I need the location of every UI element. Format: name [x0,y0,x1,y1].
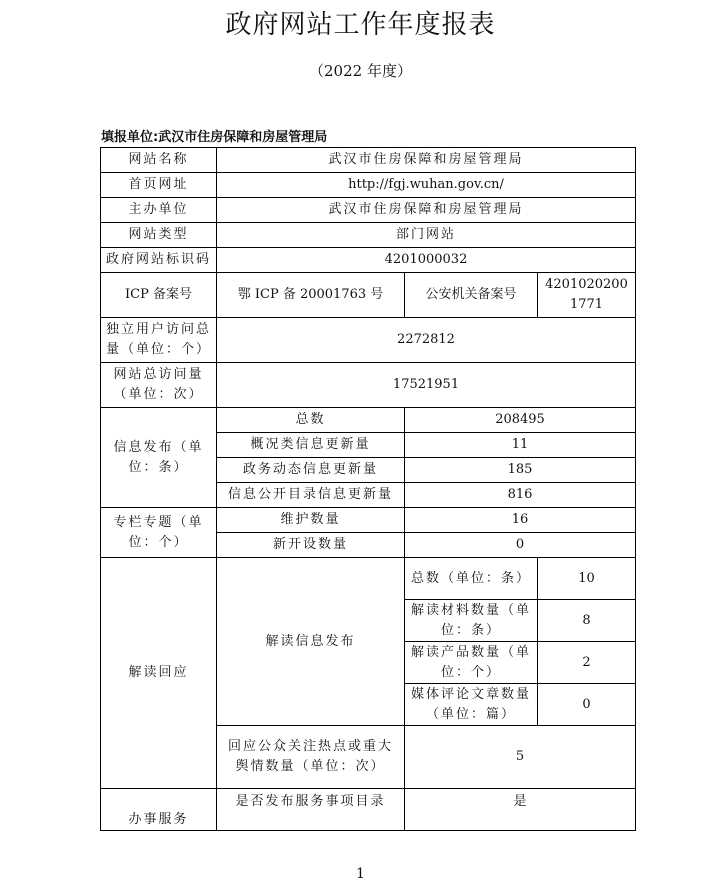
site-name-value: 武汉市住房保障和房屋管理局 [217,148,636,173]
service-label: 办事服务 [101,789,217,831]
filing-unit: 填报单位:武汉市住房保障和房屋管理局 [101,130,328,145]
row-site-name [101,148,636,173]
info-publish-item-label: 总数 [217,408,405,433]
home-url-value: http://fgj.wuhan.gov.cn/ [217,173,636,198]
info-publish-item-value: 11 [405,433,636,458]
police-record-label: 公安机关备案号 [405,273,538,318]
site-id-value: 4201000032 [217,248,636,273]
columns-item-label: 维护数量 [217,508,405,533]
service-row [101,789,636,831]
columns-item-value: 16 [405,508,636,533]
row-organizer [101,198,636,223]
icp-value: 鄂 ICP 备 20001763 号 [217,273,405,318]
site-id-label: 政府网站标识码 [101,248,217,273]
columns-row [101,508,636,533]
row-site-id [101,248,636,273]
interpretation-item-value: 8 [538,600,636,642]
service-item-label: 是否发布服务事项目录 [217,789,405,831]
interpretation-item-value: 10 [538,558,636,600]
home-url-label: 首页网址 [101,173,217,198]
interpretation-label: 解读回应 [101,558,217,789]
interpretation-item-label: 解读产品数量（单位：个） [405,642,538,684]
interpretation-item-label: 解读材料数量（单位：条） [405,600,538,642]
interpretation-item-label: 媒体评论文章数量（单位：篇） [405,684,538,726]
service-item-value: 是 [405,789,636,831]
interpretation-item-value: 0 [538,684,636,726]
info-publish-item-label: 政务动态信息更新量 [217,458,405,483]
response-label: 回应公众关注热点或重大舆情数量（单位：次） [217,726,405,789]
row-home-url [101,173,636,198]
columns-item-label: 新开设数量 [217,533,405,558]
info-publish-item-label: 概况类信息更新量 [217,433,405,458]
interpretation-item-label: 总数（单位：条） [405,558,538,600]
info-publish-row [101,408,636,433]
unique-visitors-label: 独立用户访问总量（单位：个） [101,318,217,363]
response-value: 5 [405,726,636,789]
total-visits-value: 17521951 [217,363,636,408]
organizer-value: 武汉市住房保障和房屋管理局 [217,198,636,223]
police-record-value: 42010202001771 [538,273,636,318]
row-site-type [101,223,636,248]
site-type-label: 网站类型 [101,223,217,248]
info-publish-item-value: 185 [405,458,636,483]
report-table [100,147,636,831]
row-total-visits [101,363,636,408]
interpretation-sub-label: 解读信息发布 [217,558,405,726]
site-name-label: 网站名称 [101,148,217,173]
info-publish-item-value: 816 [405,483,636,508]
site-type-value: 部门网站 [217,223,636,248]
interpretation-item-value: 2 [538,642,636,684]
columns-label: 专栏专题（单位：个） [101,508,217,558]
report-year: （2022 年度） [309,62,412,80]
report-title: 政府网站工作年度报表 [225,10,496,40]
row-icp [101,273,636,318]
columns-item-value: 0 [405,533,636,558]
icp-label: ICP 备案号 [101,273,217,318]
info-publish-item-value: 208495 [405,408,636,433]
organizer-label: 主办单位 [101,198,217,223]
info-publish-label: 信息发布（单位：条） [101,408,217,508]
row-unique-visitors [101,318,636,363]
interpretation-row [101,558,636,600]
unique-visitors-value: 2272812 [217,318,636,363]
info-publish-item-label: 信息公开目录信息更新量 [217,483,405,508]
page-number: 1 [356,866,365,882]
total-visits-label: 网站总访问量（单位：次） [101,363,217,408]
